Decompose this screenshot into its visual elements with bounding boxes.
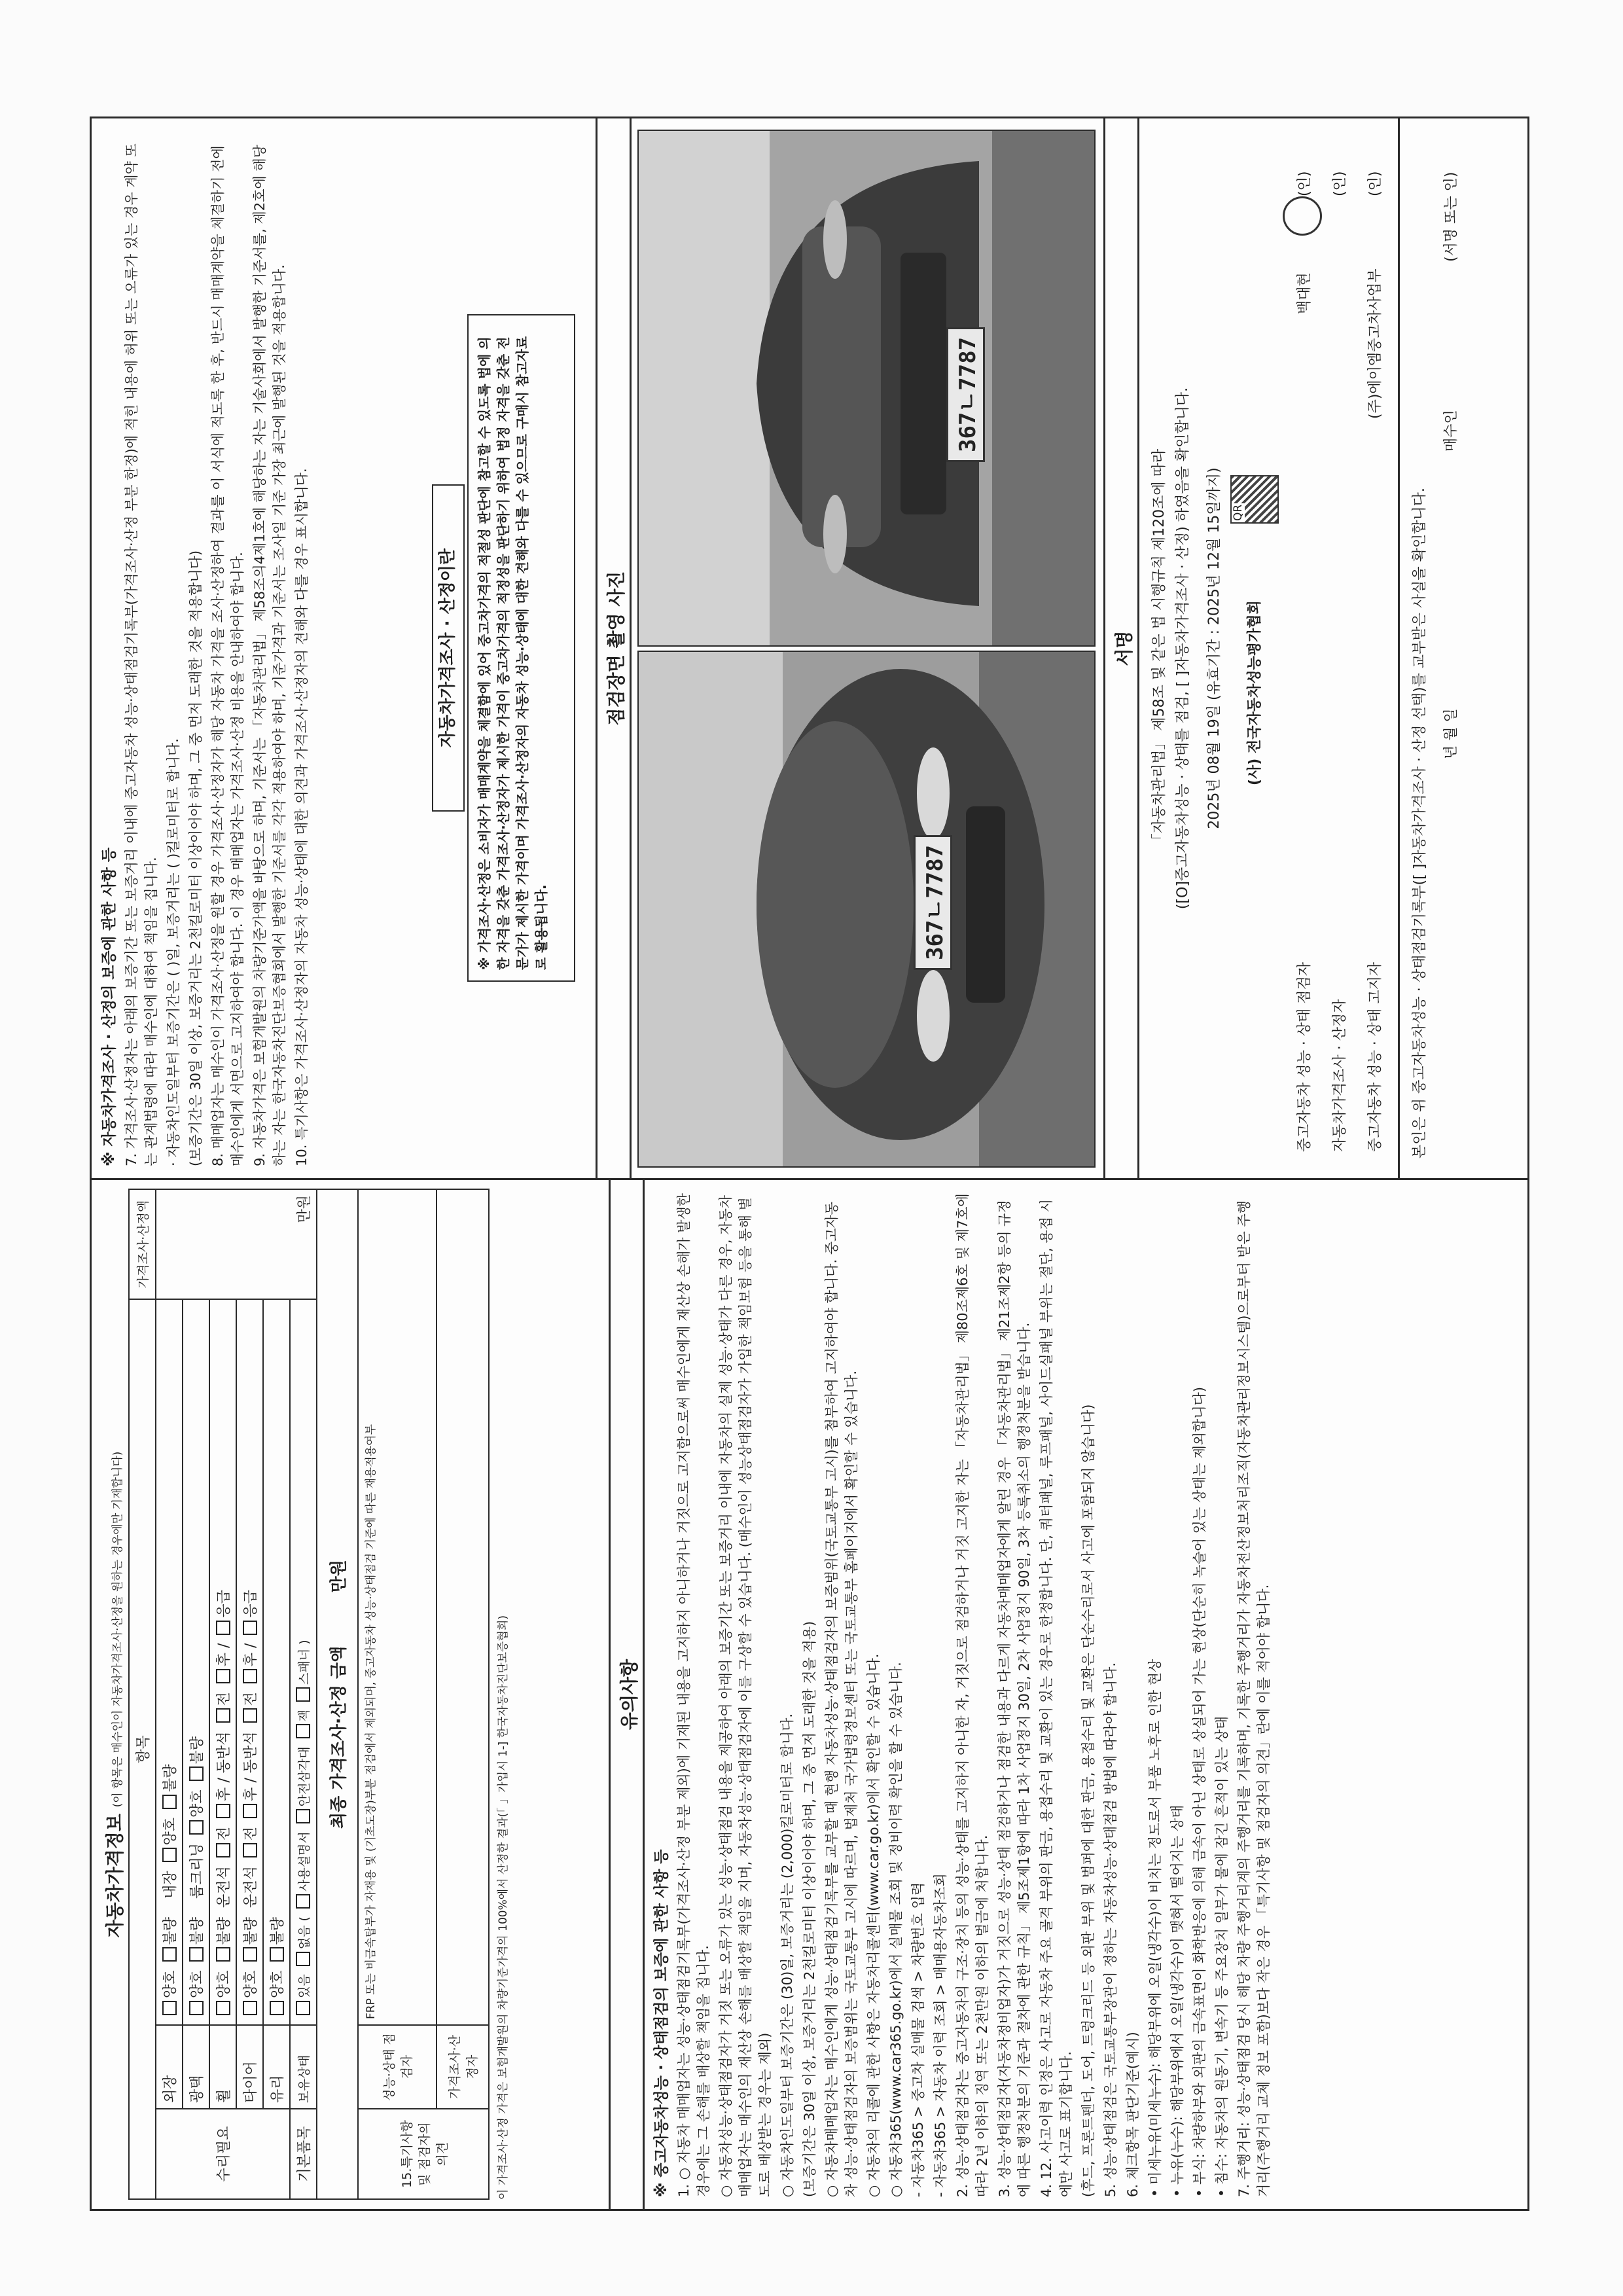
checkbox-tire-good[interactable] [243, 2001, 257, 2015]
photo-car-rear [637, 130, 1096, 647]
notifier-seal: (인) [1367, 171, 1383, 196]
checkbox-clean-good[interactable] [189, 1820, 204, 1835]
price-seal: (인) [1332, 171, 1348, 196]
notice-8: - 자동차365 > 자동차 이력 조회 > 매매용자동차조회 [933, 1873, 948, 2197]
checkbox-manual[interactable] [296, 1894, 310, 1909]
checkbox-tire-driver-rear[interactable] [243, 1804, 257, 1818]
left-half [92, 1178, 1527, 2209]
warranty-0: 7. 가격조사·산정자는 아래의 보증기간 또는 보증거리 이내에 중고자동차 성능·상태점검기록부(가격조사·산정 부분 한정)에 적힌 내용에 허위 또는 오류가 있는 경우 계약 또는 관계법령에 따라 매수인에 대하여 책임을 집니다. [124, 143, 159, 1166]
checkbox-basic-yes[interactable] [296, 2001, 310, 2015]
notice-17: • 부식: 차량하부와 외판의 금속표면이 화학반응에 의해 금속이 아닌 상태로 상실되어 가는 현상(단순히 녹슬어 있는 상태는 제외합니다) [1192, 1386, 1207, 2197]
repair-label-cell: 수리필요 [156, 2109, 290, 2199]
date-line: 2025년 08월 19일 (유효기간 : 2025년 12월 15일까지) [1206, 467, 1222, 829]
seal-stamp-icon [1283, 196, 1322, 236]
inspector-name: 백대현 [1296, 272, 1313, 314]
warranty-title: ※ 자동차가격조사 · 산정의 보증에 관한 사항 등 [101, 847, 118, 1166]
notice-2: ○ 자동차인도일부터 보증기간은 (30)일, 보증거리는 (2,000)킬로미터로 합니다. [779, 1713, 795, 2197]
price-info-note: (이 항목은 매수인이 자동차가격조사·산정을 원하는 경우에만 기재합니다) [111, 1451, 124, 1808]
notice-5: ○ 자동차의 리콜에 관한 사항은 자동차리콜센터(www.car.go.kr)에서 확인할 수 있습니다. [866, 1653, 882, 2197]
notice-14: 6. 체크항목 판단기준(예시) [1125, 2032, 1141, 2197]
row-glass-options: 양호 불량 [263, 1299, 290, 2025]
price-info-heading [101, 1180, 127, 2209]
notice-19: 7. 주행거리: 성능·상태점검 당시 해당 차량 주행거리계의 주행거리를 기록하며, 기록한 주행거리가 자동차전산정보처리조직(자동차관리정보시스템)으로부터 받은 주행거리(주행거리 교체 정보 포함)보다 작은 경우 「특기사항 및 점검자의 의견」란에 이를 적어야 합니다. [1236, 1200, 1272, 2197]
checkbox-gloss-bad[interactable] [189, 1947, 204, 1962]
notice-16: • 누유(누수): 해당부위에서 오일(냉각수)이 맺혀서 떨어지는 상태 [1169, 1804, 1185, 2197]
car-rear-image [639, 130, 1096, 645]
right-half [92, 118, 1527, 1178]
notifier-name: (주)에이엠중고차사업부 [1367, 268, 1383, 419]
price-notice-box: ※ 가격조사·산정은 소비자가 매매계약을 체결함에 있어 중고차가격의 적절성 판단에 참고할 수 있도록 법에 의한 자격을 갖춘 가격조사·산정자가 제시한 가격이 중고차가격의 적정성을 판단하기 위하여 법정 자격을 갖춘 전문가가 제시한 가격이며 가격조사·산정자의 자동차 성능·상태에 대한 견해와 다를 수 있으므로 구매시 참고자료로 활용됩니다. [467, 314, 575, 982]
role-price: 자동차가격조사 · 산정자 [1332, 999, 1348, 1152]
checkbox-tire-emergency[interactable] [243, 1621, 257, 1635]
notice-3: (보증기간은 30일 이상, 보증거리는 2천킬로미터 이상이어야 하며, 그 중 먼저 도래한 것을 적용) [802, 1621, 817, 2197]
row-exterior: 외장 [156, 2025, 183, 2109]
row-gloss: 광택 [183, 2025, 209, 2109]
checkbox-spanner[interactable] [296, 1687, 310, 1702]
notice-0: 1. ○ 자동차 매매업자는 성능·상태점검기록부(가격조사·산정 부분 제외)에 기재된 내용을 고지하지 아니하거나 거짓으로 고지함으로써 매수인에게 재산상 손해가 발생한 경우에는 그 손해를 배상할 책임을 집니다. [676, 1193, 711, 2197]
checkbox-tire-bad[interactable] [243, 1947, 257, 1962]
warranty-2: (보증기간은 30일 이상, 보증거리는 2천킬로미터 이상이어야 하며, 그 중 먼저 도래한 것을 적용합니다) [188, 550, 204, 1166]
notice-4: ○ 자동차매매업자는 매수인에게 성능·상태점검기록부를 교부할 때 현행 자동차성능·상태점검자의 보증범위(국토교통부 고시)를 첨부하여 고지하여야 합니다. 중고자동차 성능·상태점검자의 보증범위는 국토교통부 고시에 따르며, 법제처 국가법령정보센터 또는 국토교통부 홈페이지에서 확인할 수 있습니다. [824, 1202, 859, 2197]
checkbox-good[interactable] [162, 2001, 177, 2015]
price-info-title: 자동차가격정보 [104, 1814, 126, 1938]
role-notifier: 중고자동차 성능 · 상태 고지자 [1367, 962, 1383, 1152]
notes-divider-2 [643, 1180, 645, 2209]
row-tire: 타이어 [236, 2025, 263, 2109]
plate-rear: 367ㄴ7787 [946, 327, 985, 462]
checkbox-tire-pass-front[interactable] [243, 1709, 257, 1723]
basic-options: 있음 없음 ( 사용설명서 안전삼각대 잭 스패너 ) [290, 1299, 317, 2025]
sign-divider-top [1103, 118, 1105, 1178]
sign-divider-bottom [1137, 118, 1139, 1178]
notice-6: ○ 자동차365(www.car365.go.kr)에서 실매물 조회 및 정비이력 확인을 할 수 있습니다. [888, 1662, 904, 2197]
checkbox-wheel-pass-front[interactable] [216, 1709, 230, 1723]
row-glass: 유리 [263, 2025, 290, 2109]
notice-15: • 미세누유(미세누수): 해당부위에 오일(냉각수)이 비치는 정도로서 부품 노후로 인한 현상 [1147, 1659, 1163, 2197]
special-label-cell: 15.특기사항 및 점검자의 의견 [358, 2109, 489, 2199]
notice-11: 4. 12. 사고이력 인정은 사고로 자동차 주요 골격 부위의 판금, 용접수리 및 교환이 있는 경우로 한정합니다. 단, 쿼터패널, 루프패널, 사이드실패널 부위는 절단, 용접 시에만 사고로 표기합니다. [1039, 1198, 1074, 2197]
checkbox-interior-bad[interactable] [162, 1795, 177, 1809]
inspector-seal: (인) [1296, 171, 1313, 196]
header-item-cell: 항목 [129, 1299, 156, 2199]
notes-title: 유의사항 [618, 1659, 640, 1731]
checkbox-wheel-good[interactable] [216, 2001, 230, 2015]
warranty-5: 10. 특기사항은 가격조사·산정자의 자동차 성능·상태에 대한 의견과 가격조사·산정자의 견해와 다를 경우 표시합니다. [294, 468, 310, 1166]
notice-13: 5. 성능·상태점검은 국토교통부장관이 정하는 자동차성능·상태점검 방법에 따라야 합니다. [1103, 1662, 1118, 2197]
checkbox-tire-pass-rear[interactable] [243, 1669, 257, 1683]
price-notice-heading: 자동차가격조사 · 산정이란 [432, 484, 465, 812]
special-price-label: 가격조사·산정자 [437, 2025, 489, 2109]
qr-code: QR [1230, 475, 1279, 524]
checkbox-wheel-emergency[interactable] [216, 1621, 230, 1635]
warranty-4: 9. 자동차가격은 보험개발원의 차량기준가액을 바탕으로 하며, 기준서는 「자동차관리법」 제58조의4제1호에 해당하는 자는 기술사회에서 발행한 기준서를, 제2호에 해당하는 자는 한국자동차진단보증협회에서 발행한 기준서를 각각 적용하여야 하며, 기준가격과 기준서는 조사일 기준 가장 최근에 발행된 것을 적용합니다. [252, 145, 287, 1166]
basic-state-cell: 보유상태 [290, 2025, 317, 2109]
notice-title: ※ 중고자동차성능 · 상태점검의 보증에 관한 사항 등 [653, 1849, 670, 2197]
basic-label-cell: 기본품목 [290, 2109, 317, 2199]
org-name: (사) 전국자동차성능평가협회 [1247, 600, 1263, 785]
notice-12: (후드, 프론트펜더, 도어, 트렁크리드 등 외판 부위 및 범퍼에 대한 판금, 용접수리 및 교환은 단순수리로서 사고에 포함되지 않습니다) [1080, 1404, 1096, 2197]
checkbox-glass-good[interactable] [270, 2001, 284, 2015]
warranty-3: 8. 매매업자는 매수인이 가격조사·산정을 원할 경우 가격조사·산정자가 해당 자동차 가격을 조사·산정하여 결과를 이 서식에 적도록 한 후, 반드시 매매계약을 체결하기 전에 매수인에게 서면으로 고지하여야 합니다. 이 경우 매매업자는 가격조사·산정 비용을 안내하여야 합니다. [210, 145, 245, 1166]
notice-7: - 자동차365 > 중고차 실매물 검색 > 차량번호 입력 [910, 1882, 926, 2197]
checkbox-wheel-pass-rear[interactable] [216, 1669, 230, 1683]
price-footnote: 이 가격조사·산정 가격은 보험개발원의 차량기준가격의 100%에서 산정한 결과(「 」가입시 1-] 한국자동차진단보증협회) [497, 1615, 510, 2200]
price-amount-cell: 만원 [156, 1189, 317, 1299]
checkbox-tire-driver-front[interactable] [243, 1843, 257, 1857]
date-blank: 년 월 일 [1443, 708, 1459, 759]
notice-10: 3. 성능·상태점검자(자동차정비업자)가 거짓으로 성능·상태 점검하거나 점검한 내용과 다르게 자동차매매업자에게 알린 경우 「자동차관리법」 제21조제2항 등의 규정에 따른 행정처분의 기준과 절차에 관한 규칙」 제5조제1항에 따라 1차 사업정지 30일, 2차 사업정지 90일, 3차 등록취소의 행정처분을 받습니다. [997, 1200, 1032, 2197]
sign-title: 서명 [1113, 630, 1135, 666]
photo-title: 점검장면 촬영 사진 [605, 571, 627, 726]
special-perf-text: FRP 또는 비금속탑부가 자재용 및 (기초도장)부분 점검에서 제외되며, 중고자동차 성능·상태점검 기준에 따른 재용적용여부 [358, 1189, 437, 2025]
confirm-divider [1398, 118, 1400, 1178]
buyer-sign: (서명 또는 인) [1443, 171, 1459, 262]
checkbox-bad[interactable] [162, 1947, 177, 1962]
warranty-block [99, 132, 314, 1166]
checkbox-wheel-driver-rear[interactable] [216, 1804, 230, 1818]
notice-1: ○ 자동차성능·상태점검자가 거짓 또는 오류가 있는 성능·상태점검 내용을 제공하여 아래의 보증기간 또는 보증거리 이내에 자동차의 실제 성능·상태가 다른 경우, 자동차매매업자는 매수인의 재산상 손해를 배상할 책임을 지며, 자동차성능·상태점검자에 이를 구상할 수 있습니다. (매수인이 성능상태점검자가 가입한 책임보험 등을 통해 별도로 배상받는 경우는 제외) [718, 1194, 773, 2197]
notice-9: 2. 성능·상태점검자는 중고자동차의 구조·장치 등의 성능·상태를 고지하지 아니한 자, 거짓으로 점검하거나 거짓 고지한 자는 「자동차관리법」 제80조제6호 및 제7호에 따라 2년 이하의 징역 또는 2천만원 이하의 벌금에 처합니다. [955, 1193, 990, 2197]
price-info-table [128, 1189, 490, 2200]
warranty-1: · 자동차인도일부터 보증기간은 ( )일, 보증거리는 ( )킬로미터로 합니다. [166, 738, 181, 1166]
checkbox-glass-bad[interactable] [270, 1947, 284, 1962]
law-line: 「자동차관리법」 제58조 및 같은 법 시행규칙 제120조에 따라 [1151, 448, 1168, 848]
photo-divider-bottom [630, 118, 632, 1178]
plate-front: 367ㄴ7787 [914, 835, 952, 970]
photo-car-front [637, 651, 1096, 1168]
checkbox-jack[interactable] [296, 1724, 310, 1738]
confirm-line: 본인은 위 중고자동차성능 · 상태점검기록부([ ]자동차가격조사 · 산정 선택)를 교부받은 사실을 확인합니다. [1412, 488, 1428, 1158]
checkbox-interior-good[interactable] [162, 1848, 177, 1862]
row-wheel-options: 양호 불량 운전석 전 후 / 동반석 전 후 / 응급 [209, 1299, 236, 2025]
final-price-row: 최종 가격조사·산정 금액 만원 [317, 1189, 358, 2199]
checkbox-gloss-good[interactable] [189, 2001, 204, 2015]
rotated-form-sheet [90, 117, 1529, 2211]
price-info-table-wrap [128, 1189, 580, 2200]
header-price-cell: 가격조사·산정액 [129, 1189, 156, 1299]
row-tire-options: 양호 불량 운전석 전 후 / 동반석 전 후 / 응급 [236, 1299, 263, 2025]
photo-divider-top [596, 118, 597, 1178]
check-line: ([O]중고자동차성능 · 상태를 점검, [ ]자동차가격조사 · 산정) 하였음을 확인합니다. [1175, 387, 1191, 910]
notice-18: • 침수: 자동차의 원동기, 변속기 등 주요장치 일부가 물에 잠긴 흔적이 있는 상태 [1214, 1715, 1230, 2197]
notes-divider [609, 1180, 611, 2209]
checkbox-basic-no[interactable] [296, 1952, 310, 1966]
checkbox-wheel-bad[interactable] [216, 1947, 230, 1962]
checkbox-wheel-driver-front[interactable] [216, 1843, 230, 1857]
notice-block [652, 1193, 1276, 2197]
car-front-image [639, 651, 1096, 1166]
role-inspector: 중고자동차 성능 · 상태 점검자 [1296, 962, 1313, 1152]
buyer-label: 매수인 [1443, 410, 1459, 452]
row-wheel: 휠 [209, 2025, 236, 2109]
checkbox-clean-bad[interactable] [189, 1767, 204, 1781]
checkbox-triangle[interactable] [296, 1809, 310, 1823]
row-gloss-options: 양호 불량 룸크리닝 양호 불량 [183, 1299, 209, 2025]
special-perf-label: 성능·상태 점검자 [358, 2025, 437, 2109]
special-price-text [437, 1189, 489, 2025]
row-exterior-options: 양호 불량 내장 양호 불량 [156, 1299, 183, 2025]
